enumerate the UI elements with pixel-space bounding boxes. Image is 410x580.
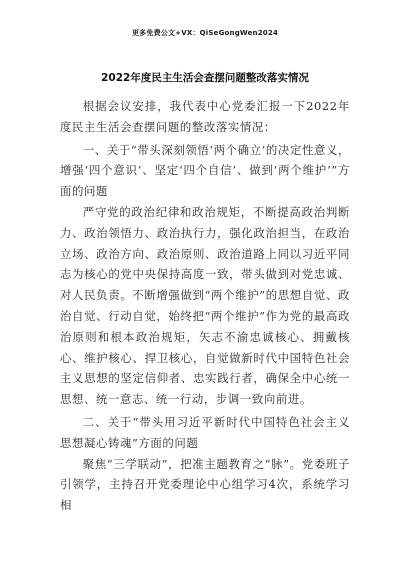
header-promo-note: 更多免费公文+VX：QiSeGongWen2024 xyxy=(131,29,279,37)
section-paragraph-1: 严守党的政治纪律和政治规矩，不断提高政治判断力、政治领悟力、政治执行力，强化政治担当，在政治立场、政治方向、政治原则、政治道路上同以习近平同志为核心的党中央保持高度一致，带头做到对党忠诚、对人民负责。不断增强做到“两个维护”的思想自觉、政治自觉、行动自觉，始终把“两个维护”作为党的最高政治原则和根本政治规矩，矢志不渝忠诚核心、拥戴核心、维护核心、捍卫核心，自觉做新时代中国特色社会主义思想的坚定信仰者、忠实践行者，确保全中心统一思想、统一意志、统一行动，步调一致向前进。 xyxy=(60,204,350,407)
document-title: 2022年度民主生活会查摆问题整改落实情况 xyxy=(101,72,309,84)
section-paragraph-2: 聚焦“三学联动”，把准主题教育之“脉”。党委班子引领学，主持召开党委理论中心组学习4次，系统学习相 xyxy=(60,456,350,513)
section-heading-1: 一、关于“带头深刻领悟‘两个确立’的决定性意义，增强‘四个意识’、坚定‘四个自信’、做到‘两个维护’”方面的问题 xyxy=(60,142,350,199)
intro-paragraph: 根据会议安排，我代表中心党委汇报一下2022年度民主生活会查摆问题的整改落实情况： xyxy=(60,99,350,134)
document-body xyxy=(60,96,350,516)
section-heading-2: 二、关于“带头用习近平新时代中国特色社会主义思想凝心铸魂”方面的问题 xyxy=(60,414,350,450)
